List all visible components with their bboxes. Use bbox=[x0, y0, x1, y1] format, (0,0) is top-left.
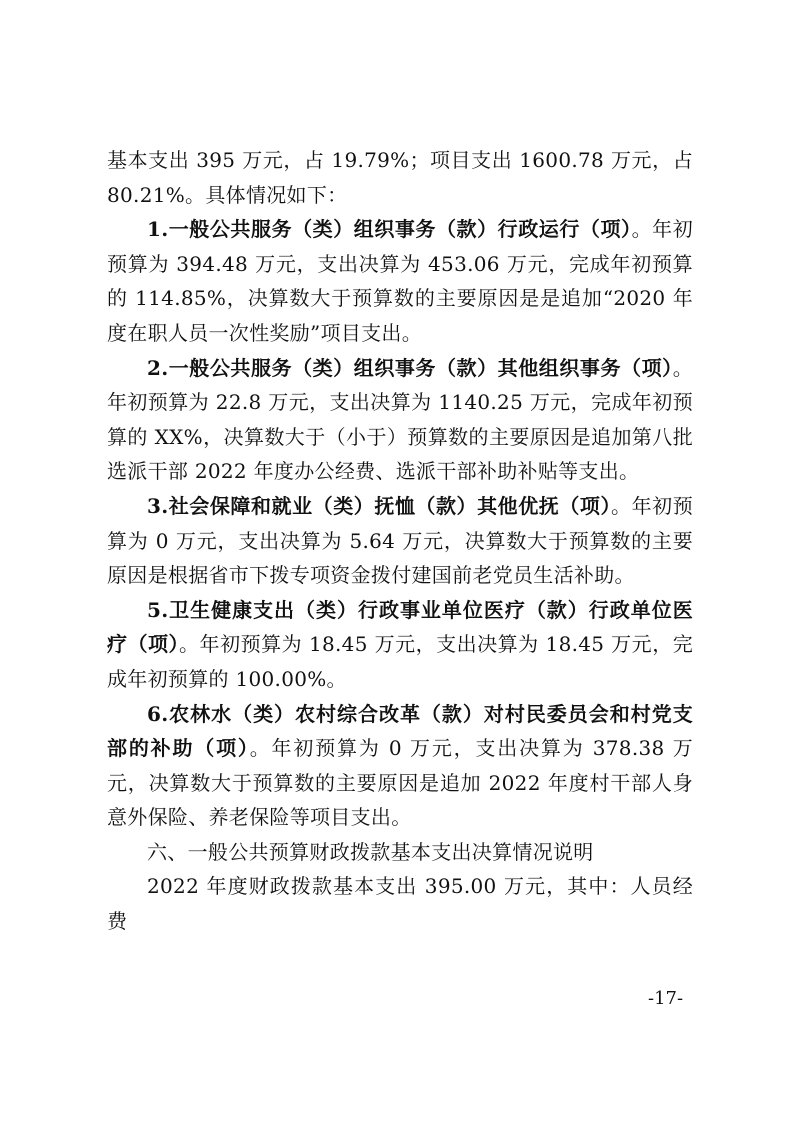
item-2-body: 。年初预算为 22.8 万元，支出决算为 1140.25 万元，完成年初预算的 XX%，决算数大于（小于）预算数的主要原因是追加第八批选派干部 2022 年度办公经费、选派干部补助补贴等支出。 bbox=[107, 355, 693, 484]
paragraph-item-2 bbox=[107, 351, 693, 489]
item-1-body: 。年初预算为 394.48 万元，支出决算为 453.06 万元，完成年初预算的 114.85%，决算数大于预算数的主要原因是是追加“2020 年度在职人员一次性奖励”项目支出。 bbox=[107, 217, 693, 345]
paragraph-section-6: 2022 年度财政拨款基本支出 395.00 万元，其中：人员经费 bbox=[107, 874, 693, 934]
item-3-title: 3.社会保障和就业（类）抚恤（款）其他优抚（项） bbox=[147, 493, 612, 518]
document-body bbox=[107, 143, 693, 939]
paragraph-item-5 bbox=[107, 593, 693, 697]
paragraph-item-6 bbox=[107, 697, 693, 835]
item-3-body: 。年初预算为 0 万元，支出决算为 5.64 万元，决算数大于预算数的主要原因是根据省市下拨专项资金拨付建国前老党员生活补助。 bbox=[107, 493, 693, 588]
section-6-heading: 六、一般公共预算财政拨款基本支出决算情况说明 bbox=[147, 839, 594, 864]
item-6-title: 6.农林水（类）农村综合改革（款）对村民委员会和村党支部的补助（项） bbox=[107, 701, 693, 761]
item-2-title: 2.一般公共服务（类）组织事务（款）其他组织事务（项） bbox=[147, 355, 673, 380]
paragraph-intro: 基本支出 395 万元，占 19.79%；项目支出 1600.78 万元，占 80.21%。具体情况如下： bbox=[107, 148, 693, 207]
paragraph-item-1 bbox=[107, 212, 693, 350]
paragraph-item-3 bbox=[107, 489, 693, 593]
item-5-body: 。年初预算为 18.45 万元，支出决算为 18.45 万元，完成年初预算的 100.00%。 bbox=[107, 632, 693, 691]
item-5-title: 5.卫生健康支出（类）行政事业单位医疗（款）行政单位医疗（项） bbox=[107, 597, 693, 657]
item-1-title: 1.一般公共服务（类）组织事务（款）行政运行（项） bbox=[147, 217, 632, 242]
page-number: -17- bbox=[648, 988, 684, 1009]
item-6-body: 。年初预算为 0 万元，支出决算为 378.38 万元，决算数大于预算数的主要原因是追加 2022 年度村干部人身意外保险、养老保险等项目支出。 bbox=[107, 736, 693, 830]
